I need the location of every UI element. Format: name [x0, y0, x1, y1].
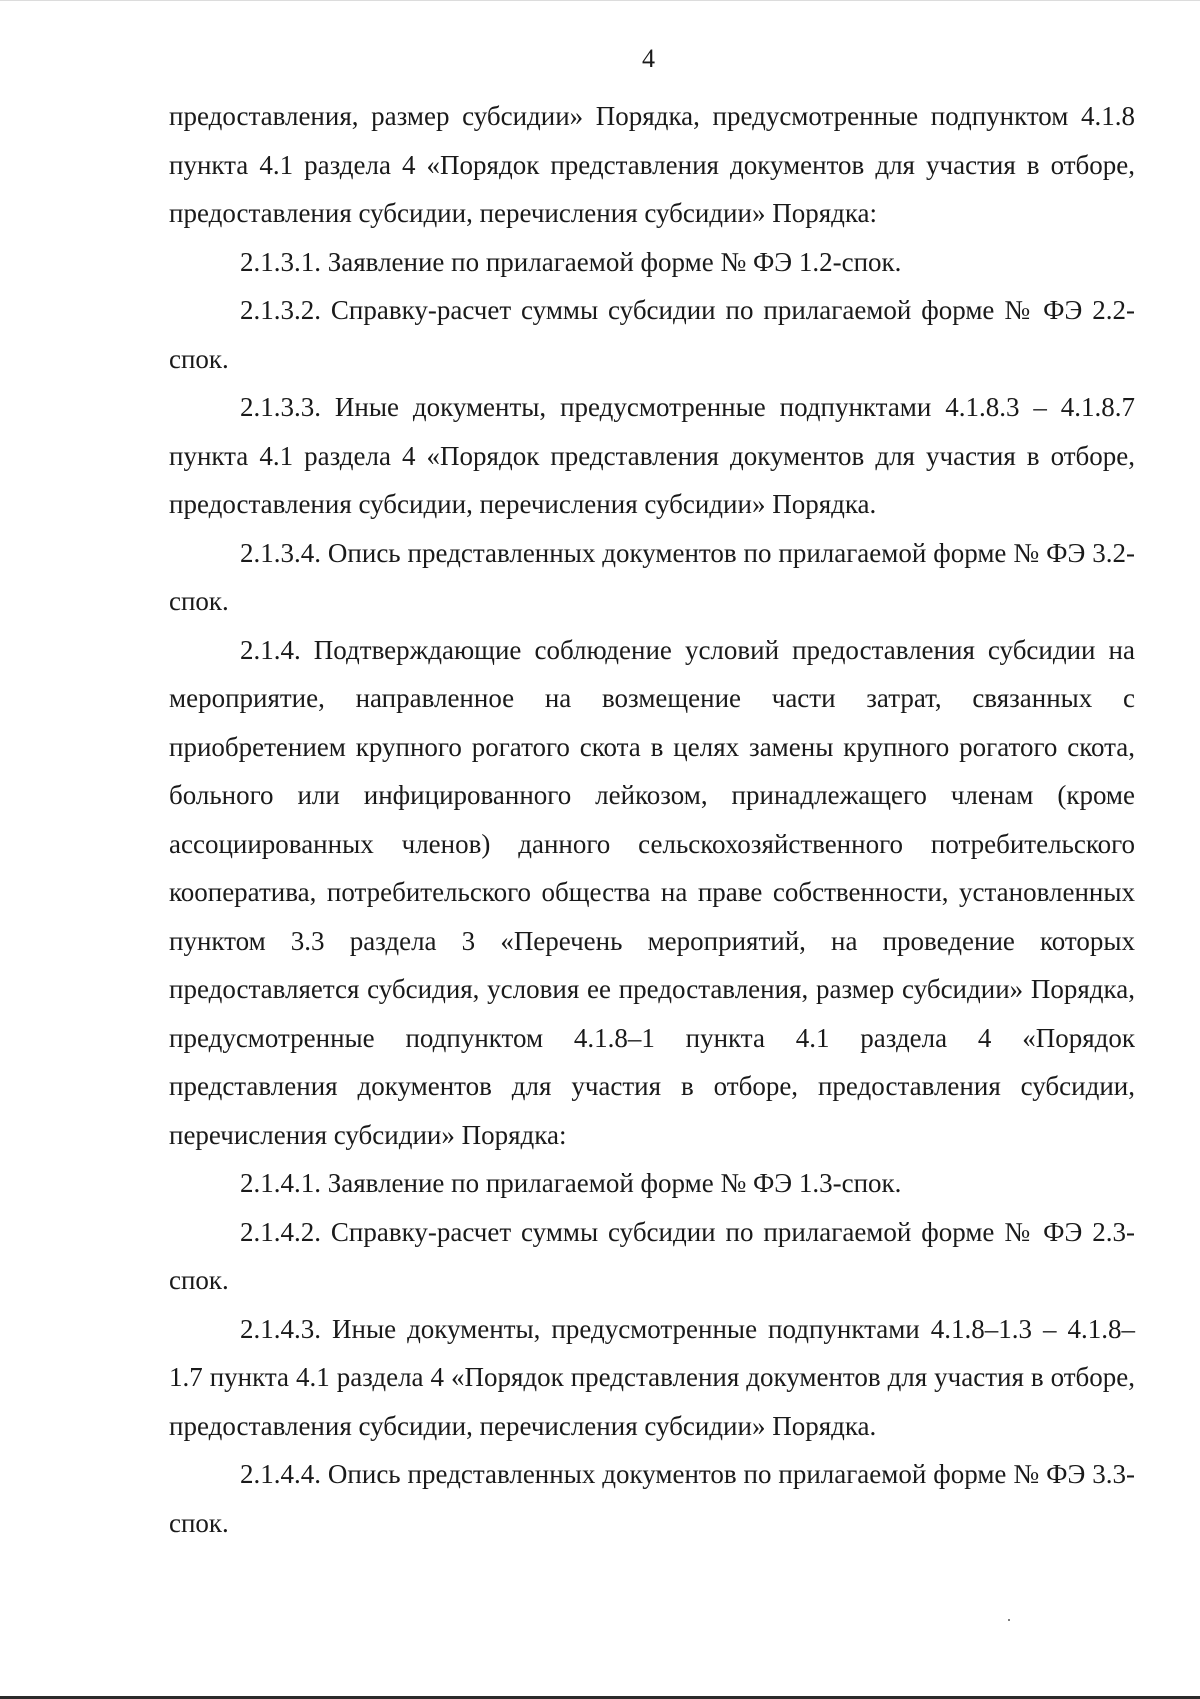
paragraph-2-1-4-3: 2.1.4.3. Иные документы, предусмотренные подпунктами 4.1.8–1.3 – 4.1.8–1.7 пункта 4.1 раздела 4 «Порядок представления документов для участия в отборе, предоставления субсидии, перечисления субсидии» Порядка. [169, 1313, 1135, 1441]
paragraph-2-1-3-3: 2.1.3.3. Иные документы, предусмотренные подпунктами 4.1.8.3 – 4.1.8.7 пункта 4.1 раздела 4 «Порядок представления документов для участия в отборе, предоставления субсидии, перечисления субсидии» Порядка. [169, 392, 1135, 519]
paragraph-2-1-4-2: 2.1.4.2. Справку-расчет суммы субсидии по прилагаемой форме № ФЭ 2.3-спок. [169, 1216, 1135, 1295]
scan-edge-top [0, 0, 1200, 1]
paragraph-continuation: предоставления, размер субсидии» Порядка, предусмотренные подпунктом 4.1.8 пункта 4.1 раздела 4 «Порядок представления документов для участия в отборе, предоставления субсидии, перечисления субсидии» Порядка: [169, 101, 1135, 228]
paragraph-2-1-4-1: 2.1.4.1. Заявление по прилагаемой форме № ФЭ 1.3-спок. [240, 1168, 902, 1198]
paragraph-2-1-3-2: 2.1.3.2. Справку-расчет суммы субсидии по прилагаемой форме № ФЭ 2.2-спок. [169, 295, 1135, 374]
paragraph-2-1-3-1: 2.1.3.1. Заявление по прилагаемой форме № ФЭ 1.2-спок. [240, 246, 902, 277]
scan-speck [1008, 1619, 1010, 1621]
paragraph-2-1-4-4: 2.1.4.4. Опись представленных документов по прилагаемой форме № ФЭ 3.3-спок. [169, 1459, 1135, 1538]
document-body [169, 92, 1135, 1547]
paragraph-2-1-3-4: 2.1.3.4. Опись представленных документов по прилагаемой форме № ФЭ 3.2-спок. [169, 537, 1135, 616]
paragraph-2-1-4: 2.1.4. Подтверждающие соблюдение условий предоставления субсидии на мероприятие, направленное на возмещение части затрат, связанных с приобретением крупного рогатого скота в целях замены крупного рогатого скота, больного или инфицированного лейкозом, принадлежащего членам (кроме ассоциированных членов) данного сельскохозяйственного потребительского кооператива, потребительского общества на праве собственности, установленных пунктом 3.3 раздела 3 «Перечень мероприятий, на проведение которых предоставляется субсидия, условия ее предоставления, размер субсидии» Порядка, предусмотренные подпунктом 4.1.8–1 пункта 4.1 раздела 4 «Порядок представления документов для участия в отборе, предоставления субсидии, перечисления субсидии» Порядка: [169, 634, 1135, 1150]
page-number: 4 [642, 44, 655, 73]
